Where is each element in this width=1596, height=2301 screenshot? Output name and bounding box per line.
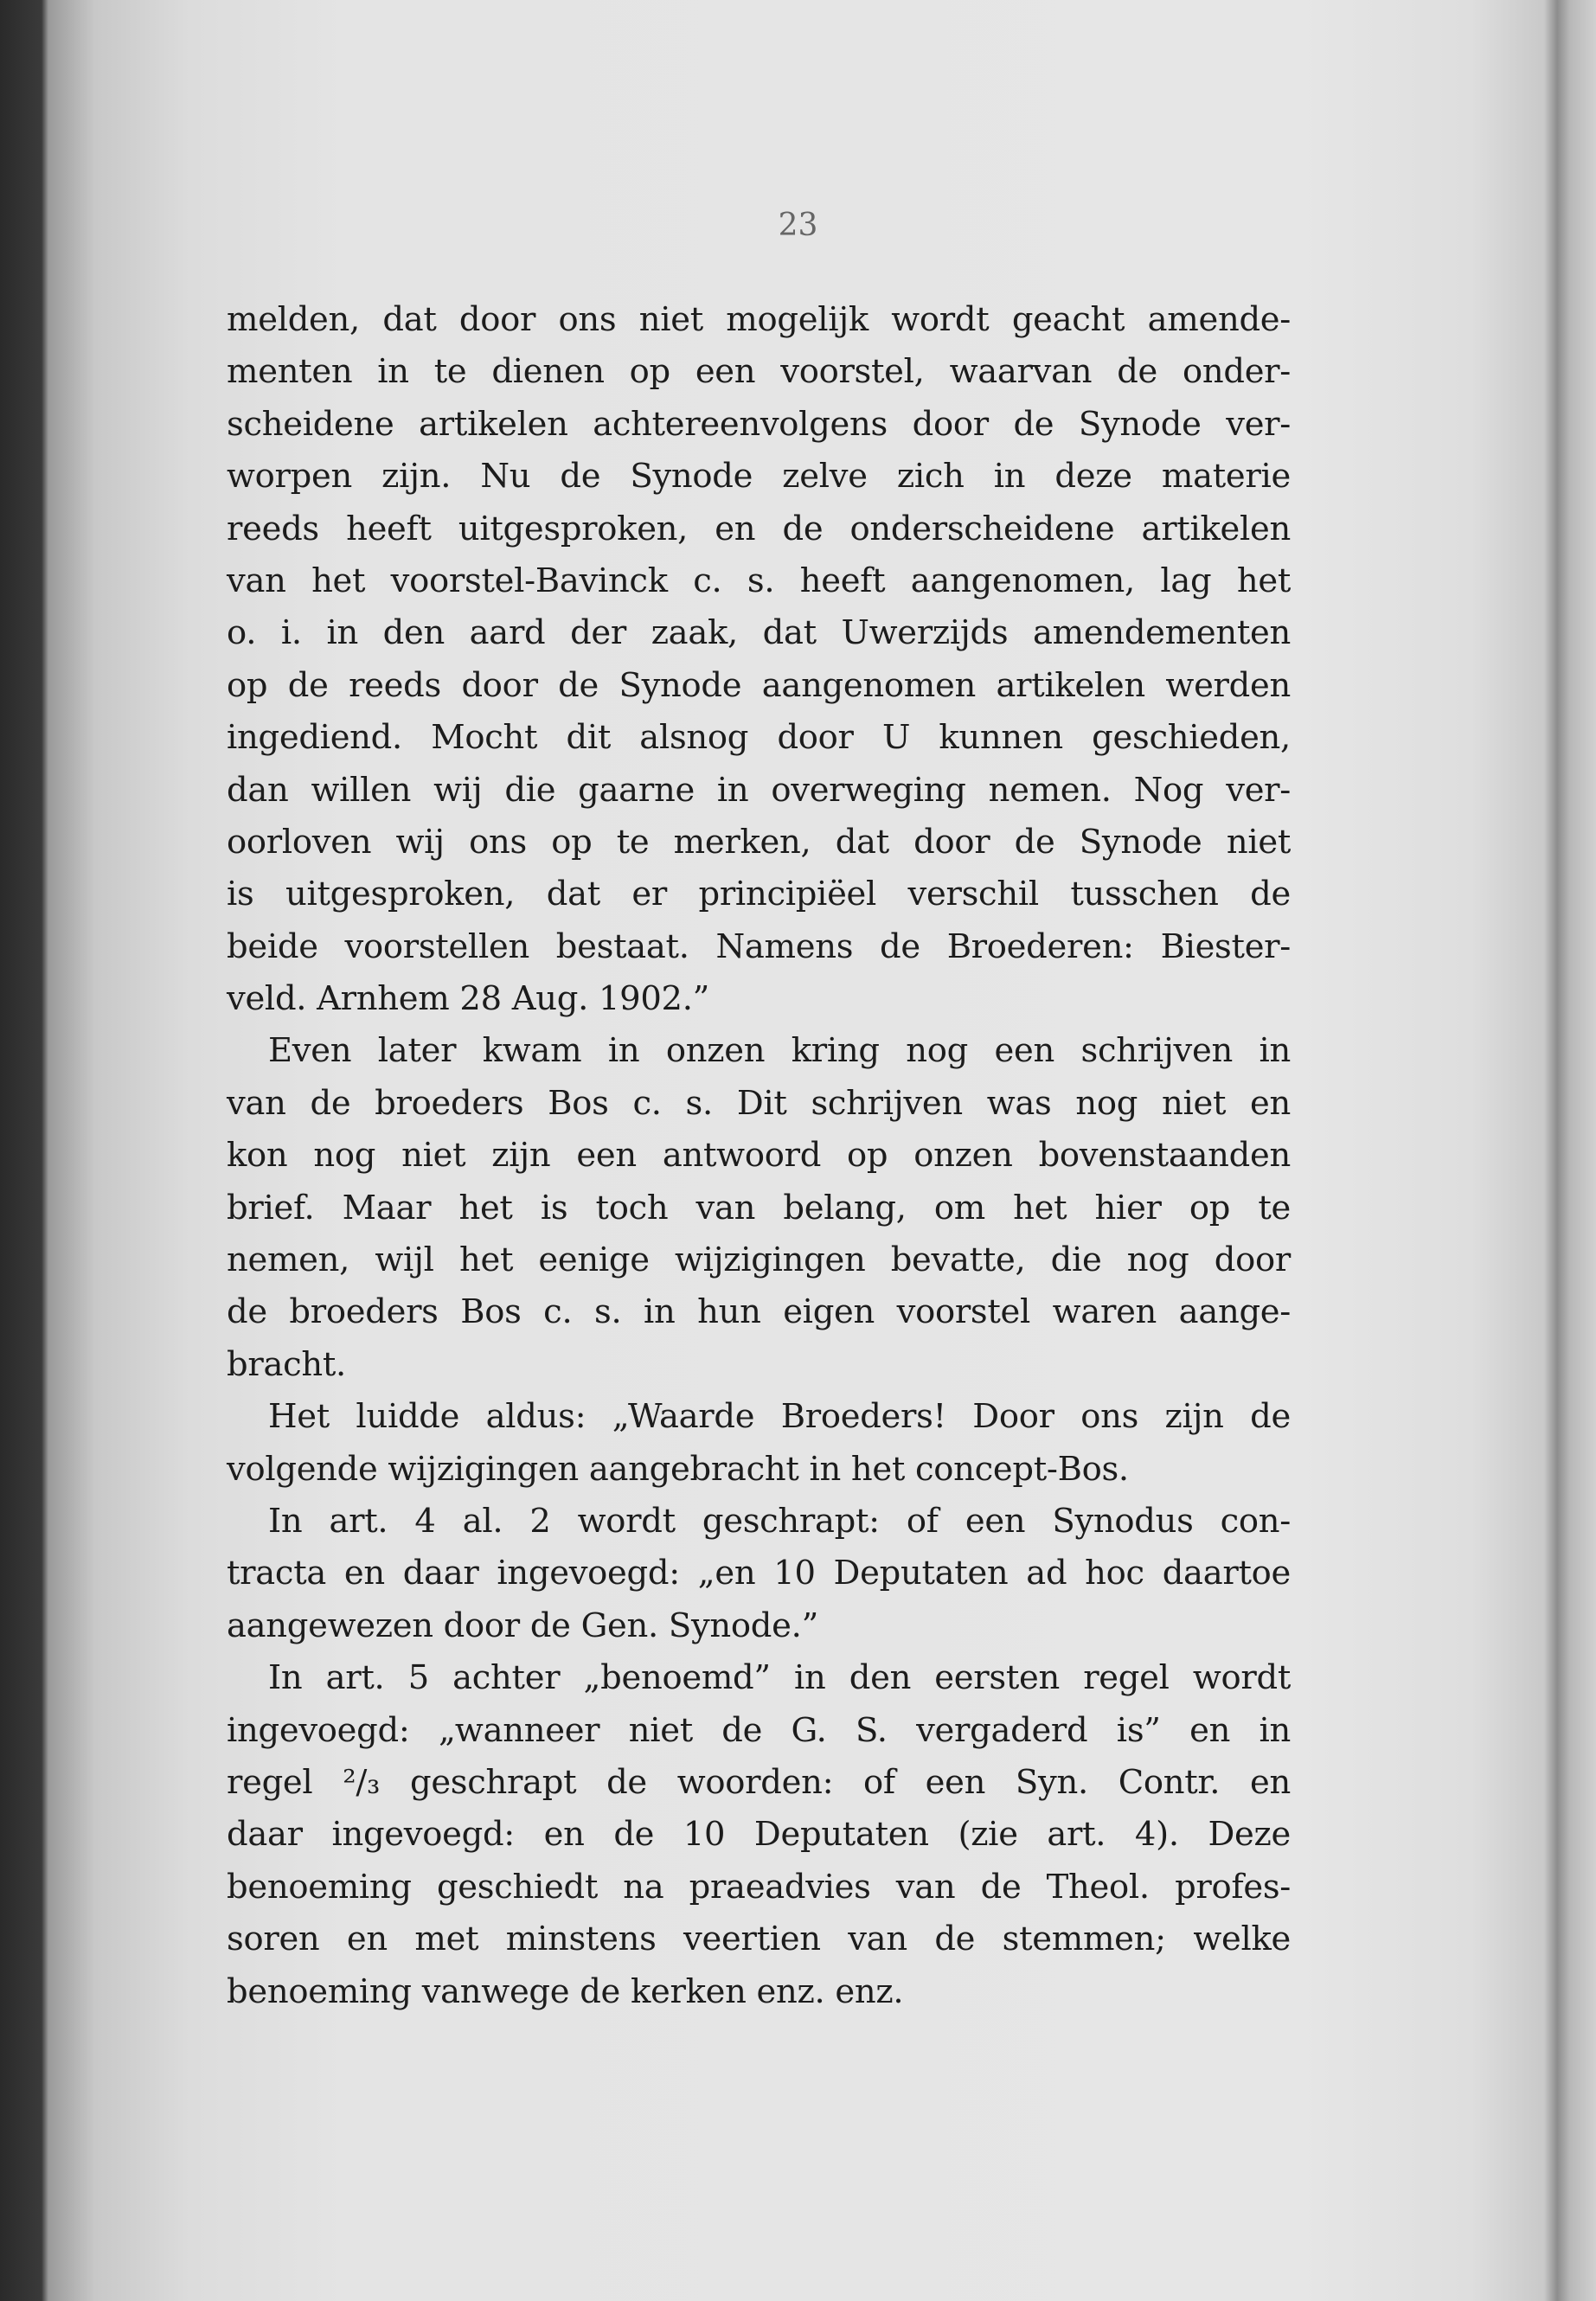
text-line: op de reeds door de Synode aangenomen artikelen werden — [227, 665, 1291, 705]
text-line: o. i. in den aard der zaak, dat Uwerzijds amendementen — [227, 613, 1291, 653]
text-line: menten in te dienen op een voorstel, waarvan de onder- — [227, 352, 1291, 392]
text-line: nemen, wijl het eenige wijzigingen bevatte, die nog door — [227, 1240, 1291, 1280]
body-text — [227, 294, 1291, 2018]
text-line: dan willen wij die gaarne in overweging nemen. Nog ver- — [227, 770, 1291, 810]
text-line: regel ²/₃ geschrapt de woorden: of een Syn. Contr. en — [227, 1762, 1291, 1802]
text-line: benoeming geschiedt na praeadvies van de Theol. profes- — [227, 1867, 1291, 1907]
text-line: reeds heeft uitgesproken, en de onderscheidene artikelen — [227, 509, 1291, 548]
text-line: soren en met minstens veertien van de stemmen; welke — [227, 1920, 1291, 1959]
text-line: veld. Arnhem 28 Aug. 1902.” — [227, 979, 710, 1019]
text-line: volgende wijzigingen aangebracht in het concept-Bos. — [227, 1449, 1129, 1489]
text-line: de broeders Bos c. s. in hun eigen voorstel waren aange- — [227, 1292, 1291, 1332]
text-line: benoeming vanwege de kerken enz. enz. — [227, 1971, 904, 2011]
text-line: van het voorstel-Bavinck c. s. heeft aangenomen, lag het — [227, 561, 1291, 600]
text-line: aangewezen door de Gen. Synode.” — [227, 1606, 818, 1645]
text-line: scheidene artikelen achtereenvolgens door de Synode ver- — [227, 404, 1291, 444]
text-line: In art. 4 al. 2 wordt geschrapt: of een Synodus con- — [268, 1501, 1291, 1541]
text-line: beide voorstellen bestaat. Namens de Broederen: Biester- — [227, 926, 1291, 966]
text-line: melden, dat door ons niet mogelijk wordt geacht amende- — [227, 300, 1291, 339]
text-line: bracht. — [227, 1344, 346, 1384]
text-line: Even later kwam in onzen kring nog een schrijven in — [268, 1031, 1291, 1071]
text-line: daar ingevoegd: en de 10 Deputaten (zie art. 4). Deze — [227, 1815, 1291, 1855]
text-line: brief. Maar het is toch van belang, om het hier op te — [227, 1188, 1291, 1227]
text-line: Het luidde aldus: „Waarde Broeders! Door ons zijn de — [268, 1397, 1291, 1437]
text-line: kon nog niet zijn een antwoord op onzen bovenstaanden — [227, 1136, 1291, 1176]
text-line: worpen zijn. Nu de Synode zelve zich in deze materie — [227, 457, 1291, 497]
text-line: ingevoegd: „wanneer niet de G. S. vergaderd is” en in — [227, 1710, 1291, 1750]
text-line: van de broeders Bos c. s. Dit schrijven was nog niet en — [227, 1083, 1291, 1123]
text-line: ingediend. Mocht dit alsnog door U kunnen geschieden, — [227, 718, 1291, 758]
text-line: oorloven wij ons op te merken, dat door de Synode niet — [227, 822, 1291, 862]
page-number: 23 — [778, 208, 818, 243]
text-line: is uitgesproken, dat er principiëel verschil tusschen de — [227, 875, 1291, 914]
text-line: In art. 5 achter „benoemd” in den eersten regel wordt — [268, 1658, 1291, 1698]
text-line: tracta en daar ingevoegd: „en 10 Deputaten ad hoc daartoe — [227, 1554, 1291, 1593]
